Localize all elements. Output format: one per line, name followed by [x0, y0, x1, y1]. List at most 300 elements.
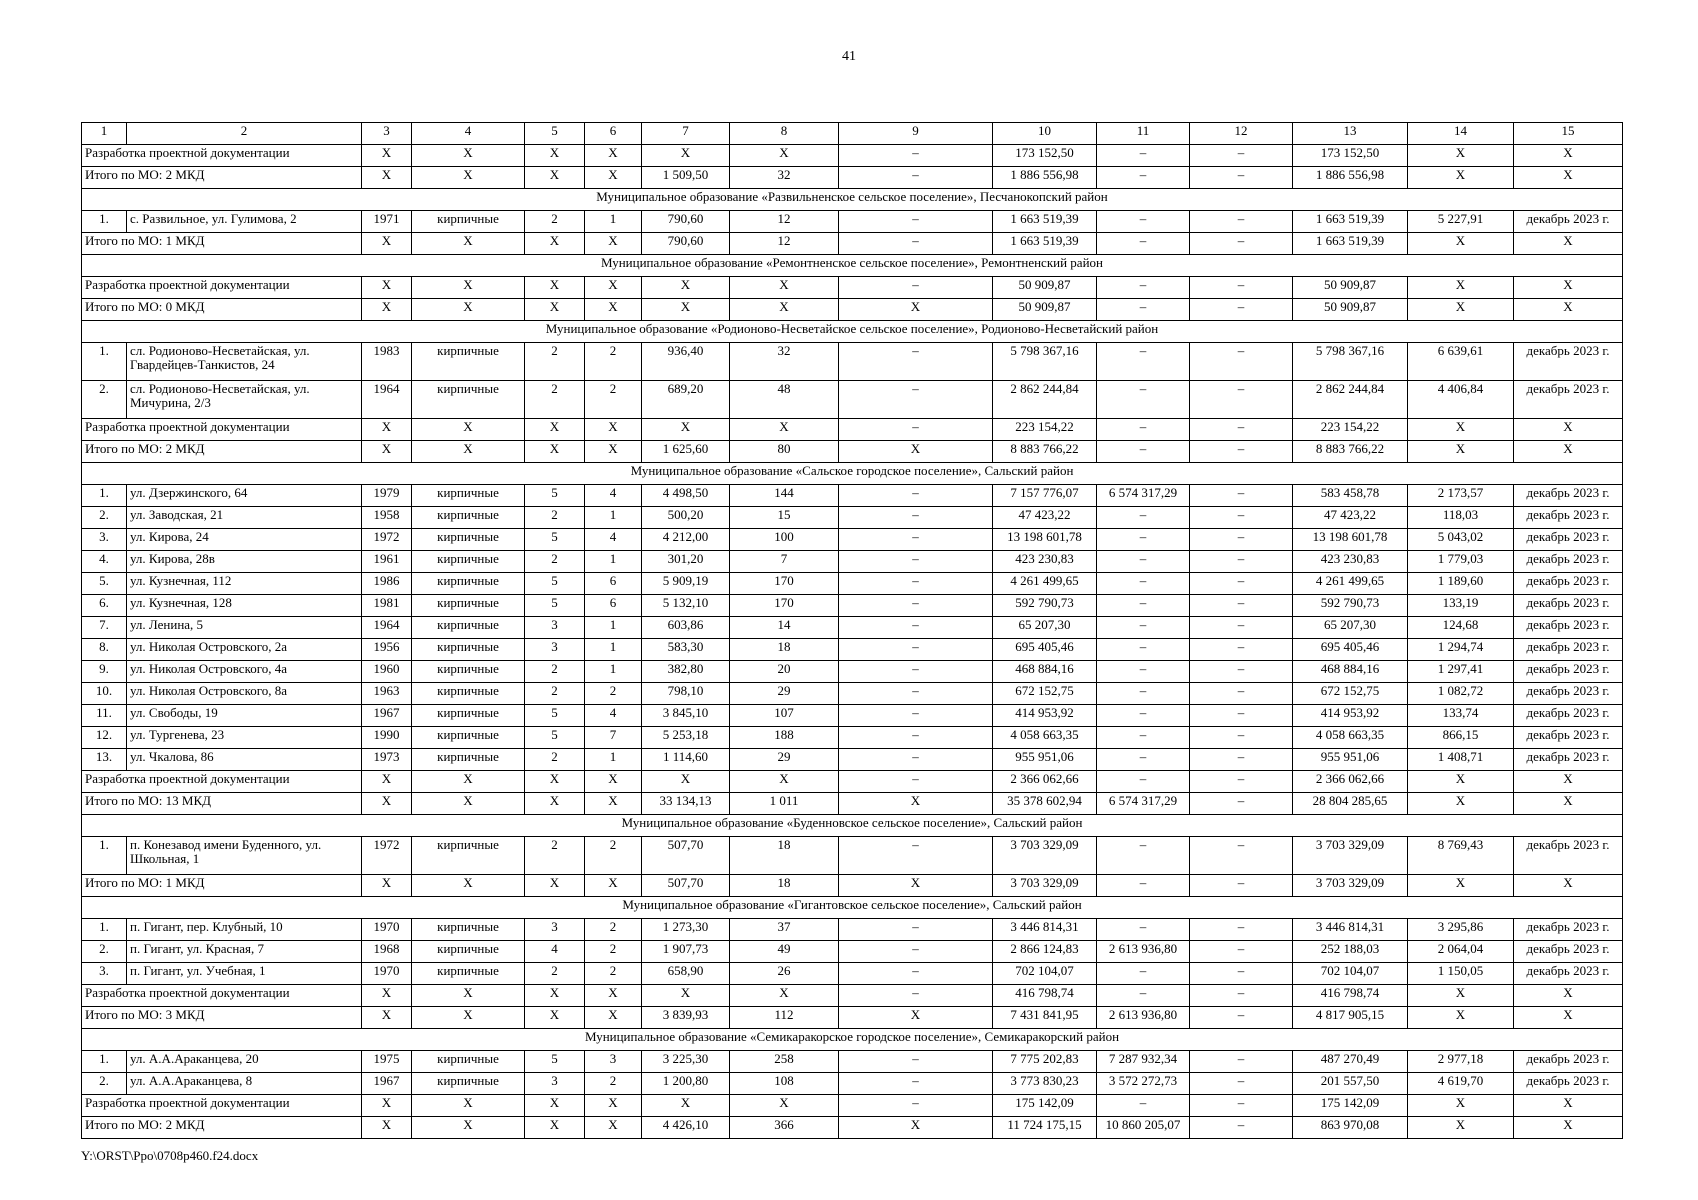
summary-label: Итого по МО: 2 МКД [82, 1117, 362, 1139]
table-cell: X [362, 167, 412, 189]
table-cell: 12 [730, 211, 839, 233]
table-cell: X [412, 793, 525, 815]
table-cell: 5 227,91 [1408, 211, 1514, 233]
table-cell: X [412, 145, 525, 167]
table-cell: X [362, 233, 412, 255]
table-cell: – [1097, 639, 1190, 661]
table-cell: 47 423,22 [1293, 507, 1408, 529]
table-cell: 50 909,87 [993, 299, 1097, 321]
table-cell: 1958 [362, 507, 412, 529]
table-cell: 258 [730, 1051, 839, 1073]
summary-label: Разработка проектной документации [82, 771, 362, 793]
table-cell: 955 951,06 [1293, 749, 1408, 771]
table-cell: 702 104,07 [1293, 963, 1408, 985]
column-header: 10 [993, 123, 1097, 145]
row-number: 1. [82, 1051, 127, 1073]
table-cell: – [1190, 661, 1293, 683]
table-cell: 863 970,08 [1293, 1117, 1408, 1139]
table-cell: 366 [730, 1117, 839, 1139]
table-cell: 592 790,73 [993, 595, 1097, 617]
table-cell: 144 [730, 485, 839, 507]
table-cell: – [839, 233, 993, 255]
row-number: 7. [82, 617, 127, 639]
table-cell: 423 230,83 [993, 551, 1097, 573]
table-cell: 7 157 776,07 [993, 485, 1097, 507]
row-number: 11. [82, 705, 127, 727]
table-cell: X [585, 233, 642, 255]
table-cell: – [1190, 941, 1293, 963]
table-cell: 1972 [362, 837, 412, 875]
table-cell: 3 295,86 [1408, 919, 1514, 941]
table-cell: 100 [730, 529, 839, 551]
table-cell: 252 188,03 [1293, 941, 1408, 963]
table-row [82, 617, 1623, 639]
table-cell: 1 663 519,39 [993, 233, 1097, 255]
summary-row [82, 299, 1623, 321]
table-cell: X [362, 277, 412, 299]
building-address: ул. Кузнечная, 112 [127, 573, 362, 595]
table-cell: 1964 [362, 617, 412, 639]
section-heading-row [82, 189, 1623, 211]
table-row [82, 343, 1623, 381]
table-cell: X [1514, 299, 1623, 321]
table-cell: 2 862 244,84 [1293, 381, 1408, 419]
table-cell: 583 458,78 [1293, 485, 1408, 507]
table-cell: 18 [730, 639, 839, 661]
table-cell: – [1097, 919, 1190, 941]
table-cell: – [1097, 727, 1190, 749]
table-cell: 2 [525, 749, 585, 771]
table-cell: 1 625,60 [642, 441, 730, 463]
table-cell: 5 [525, 573, 585, 595]
row-number: 13. [82, 749, 127, 771]
table-cell: 2 [525, 381, 585, 419]
table-cell: 1 509,50 [642, 167, 730, 189]
table-cell: X [1514, 419, 1623, 441]
table-cell: X [839, 299, 993, 321]
row-number: 2. [82, 381, 127, 419]
table-cell: 7 287 932,34 [1097, 1051, 1190, 1073]
table-row [82, 211, 1623, 233]
column-header: 14 [1408, 123, 1514, 145]
row-number: 1. [82, 837, 127, 875]
row-number: 8. [82, 639, 127, 661]
table-cell: 1 [585, 211, 642, 233]
table-cell: X [839, 1117, 993, 1139]
building-address: п. Гигант, ул. Учебная, 1 [127, 963, 362, 985]
building-address: ул. Кирова, 24 [127, 529, 362, 551]
table-cell: кирпичные [412, 919, 525, 941]
table-cell: X [525, 793, 585, 815]
table-cell: кирпичные [412, 837, 525, 875]
column-header: 7 [642, 123, 730, 145]
summary-label: Разработка проектной документации [82, 1095, 362, 1117]
table-cell: X [839, 441, 993, 463]
table-cell: – [839, 941, 993, 963]
table-cell: 416 798,74 [993, 985, 1097, 1007]
table-cell: X [585, 277, 642, 299]
table-cell: 1975 [362, 1051, 412, 1073]
table-cell: кирпичные [412, 661, 525, 683]
table-cell: 4 406,84 [1408, 381, 1514, 419]
column-header: 4 [412, 123, 525, 145]
table-cell: X [585, 1007, 642, 1029]
table-cell: X [1408, 277, 1514, 299]
table-cell: X [525, 145, 585, 167]
table-cell: – [1190, 617, 1293, 639]
column-header: 15 [1514, 123, 1623, 145]
table-cell: – [1097, 233, 1190, 255]
table-cell: кирпичные [412, 595, 525, 617]
table-cell: 2 866 124,83 [993, 941, 1097, 963]
table-cell: декабрь 2023 г. [1514, 211, 1623, 233]
table-cell: декабрь 2023 г. [1514, 727, 1623, 749]
table-cell: X [1514, 145, 1623, 167]
column-header: 8 [730, 123, 839, 145]
table-cell: 2 366 062,66 [993, 771, 1097, 793]
table-cell: – [839, 617, 993, 639]
table-cell: X [362, 419, 412, 441]
table-cell: X [1514, 1095, 1623, 1117]
table-cell: 8 769,43 [1408, 837, 1514, 875]
table-cell: X [1408, 1117, 1514, 1139]
table-cell: X [1514, 985, 1623, 1007]
table-cell: X [412, 1095, 525, 1117]
table-cell: 14 [730, 617, 839, 639]
table-cell: X [1514, 771, 1623, 793]
table-cell: X [585, 167, 642, 189]
table-cell: 7 [730, 551, 839, 573]
table-cell: 50 909,87 [993, 277, 1097, 299]
table-cell: декабрь 2023 г. [1514, 661, 1623, 683]
table-cell: – [839, 485, 993, 507]
table-cell: – [839, 551, 993, 573]
summary-label: Разработка проектной документации [82, 145, 362, 167]
table-row [82, 661, 1623, 683]
table-cell: 3 [525, 639, 585, 661]
table-cell: X [1408, 233, 1514, 255]
table-cell: – [1097, 837, 1190, 875]
table-cell: – [1190, 551, 1293, 573]
summary-row [82, 1007, 1623, 1029]
table-cell: – [1097, 211, 1190, 233]
table-cell: 2 366 062,66 [1293, 771, 1408, 793]
table-cell: 49 [730, 941, 839, 963]
row-number: 3. [82, 963, 127, 985]
building-address: ул. Николая Островского, 8а [127, 683, 362, 705]
table-cell: 5 798 367,16 [1293, 343, 1408, 381]
table-cell: 6 [585, 595, 642, 617]
table-cell: 2 [525, 963, 585, 985]
row-number: 1. [82, 485, 127, 507]
table-cell: 468 884,16 [993, 661, 1097, 683]
table-body [82, 123, 1623, 1139]
table-cell: – [1097, 381, 1190, 419]
table-cell: X [642, 771, 730, 793]
table-cell: 2 [525, 683, 585, 705]
summary-row [82, 985, 1623, 1007]
table-cell: X [525, 233, 585, 255]
table-cell: 1 011 [730, 793, 839, 815]
table-cell: 1 663 519,39 [1293, 233, 1408, 255]
municipality-heading: Муниципальное образование «Ремонтненское сельское поселение», Ремонтненский район [82, 255, 1623, 277]
building-address: ул. Тургенева, 23 [127, 727, 362, 749]
table-cell: 1 189,60 [1408, 573, 1514, 595]
table-cell: 5 909,19 [642, 573, 730, 595]
table-cell: 2 [525, 551, 585, 573]
table-cell: 5 043,02 [1408, 529, 1514, 551]
table-cell: X [730, 299, 839, 321]
table-cell: 6 574 317,29 [1097, 485, 1190, 507]
table-cell: 1 082,72 [1408, 683, 1514, 705]
table-cell: X [642, 1095, 730, 1117]
table-cell: X [1408, 299, 1514, 321]
building-address: ул. Заводская, 21 [127, 507, 362, 529]
summary-label: Итого по МО: 13 МКД [82, 793, 362, 815]
table-cell: – [839, 1095, 993, 1117]
table-row [82, 529, 1623, 551]
table-cell: 936,40 [642, 343, 730, 381]
table-cell: X [642, 419, 730, 441]
table-cell: X [525, 1095, 585, 1117]
table-cell: кирпичные [412, 727, 525, 749]
table-cell: – [839, 919, 993, 941]
table-cell: X [362, 985, 412, 1007]
table-cell: X [1408, 1095, 1514, 1117]
table-cell: X [585, 419, 642, 441]
section-heading-row [82, 897, 1623, 919]
table-cell: 1 408,71 [1408, 749, 1514, 771]
building-address: ул. Николая Островского, 2а [127, 639, 362, 661]
table-cell: – [1190, 1073, 1293, 1095]
table-cell: 1 [585, 639, 642, 661]
header-row [82, 123, 1623, 145]
table-cell: – [839, 595, 993, 617]
table-cell: – [1190, 595, 1293, 617]
table-cell: 5 [525, 529, 585, 551]
table-cell: X [525, 299, 585, 321]
table-cell: X [730, 1095, 839, 1117]
table-cell: 133,74 [1408, 705, 1514, 727]
table-cell: – [1190, 1117, 1293, 1139]
table-cell: 2 [585, 343, 642, 381]
column-header: 9 [839, 123, 993, 145]
table-cell: X [1514, 277, 1623, 299]
table-cell: 4 261 499,65 [993, 573, 1097, 595]
table-cell: 18 [730, 875, 839, 897]
table-cell: кирпичные [412, 211, 525, 233]
row-number: 6. [82, 595, 127, 617]
table-row [82, 683, 1623, 705]
table-cell: 1967 [362, 1073, 412, 1095]
table-cell: 1961 [362, 551, 412, 573]
table-cell: 2 [525, 507, 585, 529]
table-cell: X [1514, 793, 1623, 815]
section-heading-row [82, 1029, 1623, 1051]
table-cell: 11 724 175,15 [993, 1117, 1097, 1139]
table-cell: 3 446 814,31 [1293, 919, 1408, 941]
table-cell: 1970 [362, 963, 412, 985]
municipality-heading: Муниципальное образование «Семикаракорское городское поселение», Семикаракорский район [82, 1029, 1623, 1051]
table-cell: – [839, 749, 993, 771]
table-cell: 107 [730, 705, 839, 727]
summary-label: Разработка проектной документации [82, 419, 362, 441]
table-cell: – [1190, 299, 1293, 321]
table-row [82, 381, 1623, 419]
building-address: п. Гигант, пер. Клубный, 10 [127, 919, 362, 941]
table-cell: 1981 [362, 595, 412, 617]
table-cell: – [1097, 1095, 1190, 1117]
table-cell: 1 [585, 507, 642, 529]
table-cell: кирпичные [412, 941, 525, 963]
row-number: 5. [82, 573, 127, 595]
table-cell: X [1408, 167, 1514, 189]
table-cell: 790,60 [642, 233, 730, 255]
table-cell: 32 [730, 167, 839, 189]
table-cell: 201 557,50 [1293, 1073, 1408, 1095]
table-cell: 1 297,41 [1408, 661, 1514, 683]
column-header: 6 [585, 123, 642, 145]
table-cell: 1964 [362, 381, 412, 419]
summary-label: Разработка проектной документации [82, 985, 362, 1007]
table-cell: 382,80 [642, 661, 730, 683]
table-cell: – [1097, 705, 1190, 727]
table-cell: 4 619,70 [1408, 1073, 1514, 1095]
table-cell: – [1097, 661, 1190, 683]
table-row [82, 749, 1623, 771]
table-cell: 1 273,30 [642, 919, 730, 941]
table-cell: – [839, 963, 993, 985]
table-cell: – [839, 1051, 993, 1073]
table-cell: X [362, 299, 412, 321]
table-cell: X [412, 233, 525, 255]
table-cell: кирпичные [412, 529, 525, 551]
table-cell: кирпичные [412, 1051, 525, 1073]
table-cell: X [412, 875, 525, 897]
column-header: 2 [127, 123, 362, 145]
table-cell: – [839, 573, 993, 595]
table-cell: – [1190, 727, 1293, 749]
summary-row [82, 1095, 1623, 1117]
column-header: 13 [1293, 123, 1408, 145]
table-cell: 1971 [362, 211, 412, 233]
table-row [82, 941, 1623, 963]
table-cell: 6 [585, 573, 642, 595]
table-cell: 4 261 499,65 [1293, 573, 1408, 595]
summary-row [82, 441, 1623, 463]
table-cell: 3 [525, 919, 585, 941]
table-cell: X [1408, 793, 1514, 815]
table-cell: 1973 [362, 749, 412, 771]
table-cell: 1986 [362, 573, 412, 595]
municipality-heading: Муниципальное образование «Развильненское сельское поселение», Песчанокопский район [82, 189, 1623, 211]
row-number: 1. [82, 343, 127, 381]
table-cell: X [1408, 441, 1514, 463]
table-cell: декабрь 2023 г. [1514, 617, 1623, 639]
table-cell: 3 572 272,73 [1097, 1073, 1190, 1095]
table-cell: – [1190, 507, 1293, 529]
table-cell: 1968 [362, 941, 412, 963]
table-cell: – [1190, 145, 1293, 167]
table-row [82, 1073, 1623, 1095]
summary-row [82, 1117, 1623, 1139]
table-cell: 955 951,06 [993, 749, 1097, 771]
summary-label: Разработка проектной документации [82, 277, 362, 299]
row-number: 4. [82, 551, 127, 573]
summary-row [82, 167, 1623, 189]
table-cell: 4 [525, 941, 585, 963]
table-cell: X [1408, 985, 1514, 1007]
table-row [82, 639, 1623, 661]
table-cell: – [1190, 529, 1293, 551]
table-cell: – [1097, 507, 1190, 529]
table-cell: 1 150,05 [1408, 963, 1514, 985]
table-cell: 4 817 905,15 [1293, 1007, 1408, 1029]
table-cell: 2 [585, 963, 642, 985]
table-cell: 1960 [362, 661, 412, 683]
table-cell: – [1190, 1051, 1293, 1073]
table-cell: кирпичные [412, 683, 525, 705]
table-cell: кирпичные [412, 343, 525, 381]
summary-label: Итого по МО: 2 МКД [82, 167, 362, 189]
table-cell: X [642, 277, 730, 299]
table-cell: кирпичные [412, 705, 525, 727]
municipality-heading: Муниципальное образование «Родионово-Несветайское сельское поселение», Родионово-Несветайский район [82, 321, 1623, 343]
row-number: 2. [82, 941, 127, 963]
summary-label: Итого по МО: 0 МКД [82, 299, 362, 321]
table-cell: – [1097, 441, 1190, 463]
table-cell: 5 253,18 [642, 727, 730, 749]
table-cell: X [585, 793, 642, 815]
table-cell: X [1408, 145, 1514, 167]
table-cell: X [525, 277, 585, 299]
table-cell: декабрь 2023 г. [1514, 507, 1623, 529]
table-cell: 8 883 766,22 [1293, 441, 1408, 463]
table-cell: – [839, 771, 993, 793]
table-cell: декабрь 2023 г. [1514, 1051, 1623, 1073]
table-cell: X [362, 1117, 412, 1139]
table-cell: 658,90 [642, 963, 730, 985]
table-cell: декабрь 2023 г. [1514, 381, 1623, 419]
table-cell: – [1097, 419, 1190, 441]
table-cell: 4 212,00 [642, 529, 730, 551]
table-cell: – [839, 167, 993, 189]
table-cell: X [525, 167, 585, 189]
table-cell: 3 225,30 [642, 1051, 730, 1073]
table-cell: X [585, 771, 642, 793]
table-cell: 50 909,87 [1293, 277, 1408, 299]
table-cell: 2 [585, 381, 642, 419]
table-cell: – [1097, 551, 1190, 573]
table-cell: – [1097, 749, 1190, 771]
summary-row [82, 419, 1623, 441]
table-cell: 4 [585, 529, 642, 551]
table-cell: 1 [585, 749, 642, 771]
table-cell: 1 886 556,98 [1293, 167, 1408, 189]
table-cell: – [1097, 277, 1190, 299]
table-cell: 1 663 519,39 [993, 211, 1097, 233]
table-cell: декабрь 2023 г. [1514, 837, 1623, 875]
table-cell: 5 798 367,16 [993, 343, 1097, 381]
table-cell: – [1190, 573, 1293, 595]
column-header: 1 [82, 123, 127, 145]
table-cell: 1 [585, 617, 642, 639]
table-cell: кирпичные [412, 507, 525, 529]
table-cell: – [839, 343, 993, 381]
table-cell: декабрь 2023 г. [1514, 919, 1623, 941]
table-cell: X [585, 985, 642, 1007]
municipality-heading: Муниципальное образование «Сальское городское поселение», Сальский район [82, 463, 1623, 485]
